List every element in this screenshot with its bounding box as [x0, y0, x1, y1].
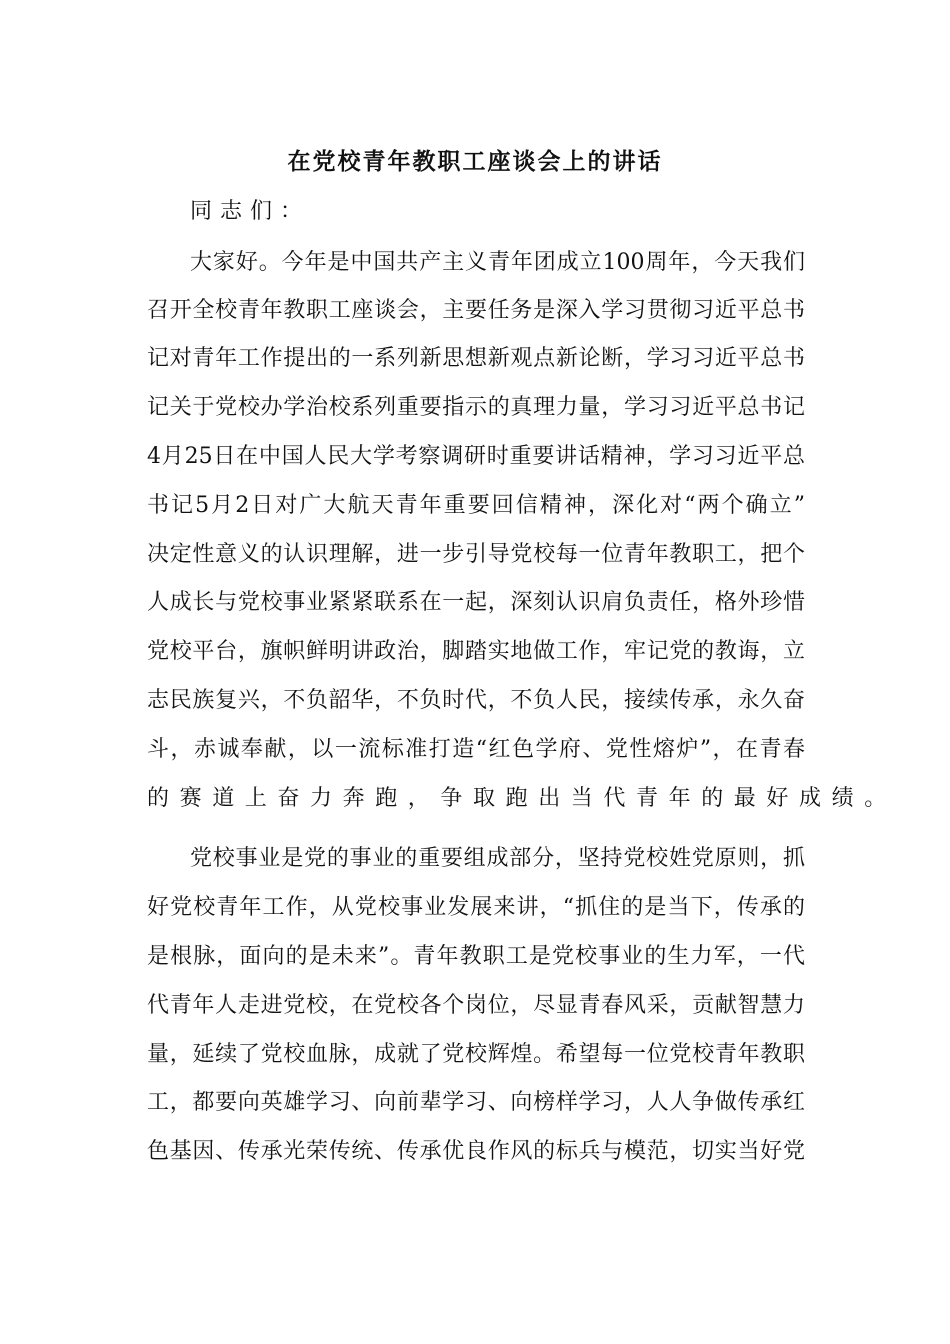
text-line: 决定性意义的认识理解，进一步引导党校每一位青年教职工，把个 [147, 542, 805, 567]
text-line: 人成长与党校事业紧紧联系在一起，深刻认识肩负责任，格外珍惜 [147, 590, 805, 615]
text-line: 党校事业是党的事业的重要组成部分，坚持党校姓党原则，抓 [190, 846, 805, 871]
text-line: 党校平台，旗帜鲜明讲政治，脚踏实地做工作，牢记党的教诲，立 [147, 639, 805, 664]
text-line: 书记5月2日对广大航天青年重要回信精神，深化对“两个确立” [147, 493, 805, 518]
text-line: 代青年人走进党校，在党校各个岗位，尽显青春风采，贡献智慧力 [147, 993, 805, 1018]
greeting: 同志们： [190, 199, 311, 224]
text-line: 的赛道上奋力奔跑，争取跑出当代青年的最好成绩。 [147, 786, 897, 811]
text-line: 4月25日在中国人民大学考察调研时重要讲话精神，学习习近平总 [147, 444, 805, 469]
text-line: 好党校青年工作，从党校事业发展来讲，“抓住的是当下，传承的 [147, 895, 805, 920]
text-line: 记关于党校办学治校系列重要指示的真理力量，学习习近平总书记 [147, 395, 805, 420]
text-line: 是根脉，面向的是未来”。青年教职工是党校事业的生力军，一代 [147, 944, 805, 969]
text-line: 记对青年工作提出的一系列新思想新观点新论断，学习习近平总书 [147, 346, 805, 371]
text-line: 志民族复兴，不负韶华，不负时代，不负人民，接续传承，永久奋 [147, 688, 805, 713]
text-line: 色基因、传承光荣传统、传承优良作风的标兵与模范，切实当好党 [147, 1139, 805, 1164]
text-line: 斗，赤诚奉献，以一流标准打造“红色学府、党性熔炉”，在青春 [147, 737, 805, 762]
text-line: 工，都要向英雄学习、向前辈学习、向榜样学习，人人争做传承红 [147, 1090, 805, 1115]
text-line: 大家好。今年是中国共产主义青年团成立100周年，今天我们 [190, 250, 805, 275]
document-title: 在党校青年教职工座谈会上的讲话 [287, 148, 663, 175]
text-line: 召开全校青年教职工座谈会，主要任务是深入学习贯彻习近平总书 [147, 298, 805, 323]
text-line: 量，延续了党校血脉，成就了党校辉煌。希望每一位党校青年教职 [147, 1042, 805, 1067]
